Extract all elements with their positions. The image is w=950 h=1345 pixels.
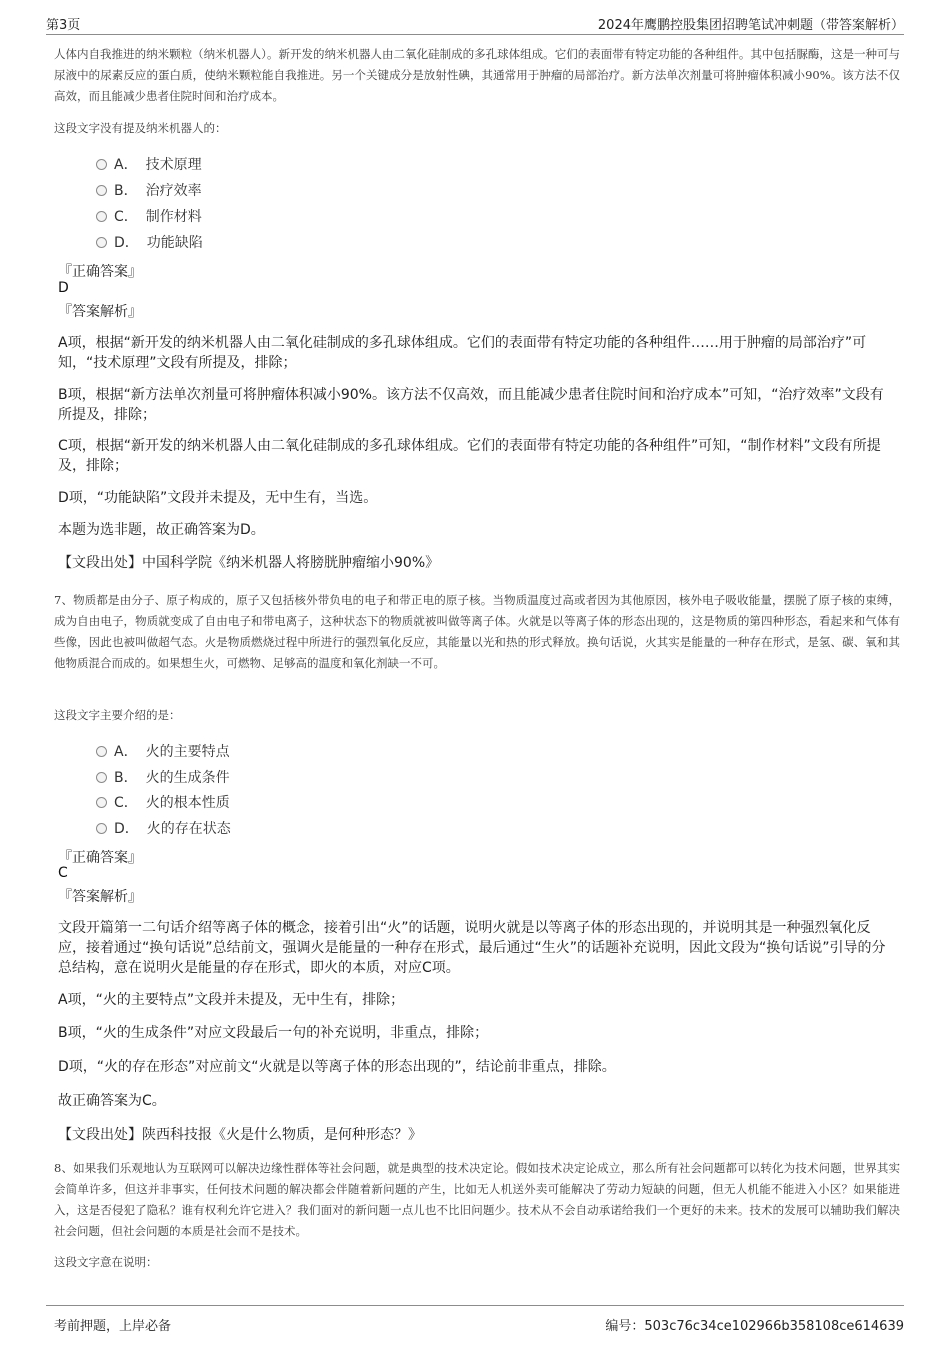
q6-passage: 人体内自我推进的纳米颗粒（纳米机器人）。新开发的纳米机器人由二氧化硅制成的多孔球体组成。它们的表面带有特定功能的各种组件。其中包括脲酶，这是一种可与尿液中的尿素反应的蛋白质，使纳米颗粒能自我推进。另一个关键成分是放射性碘，其通常用于肿瘤的局部治疗。新方法单次剂量可将肿瘤体积减小90%。该方法不仅高效，而且能减少患者住院时间和治疗成本。	[54, 47, 900, 103]
q6-analysis-b: B项，根据“新方法单次剂量可将肿瘤体积减小90%。该方法不仅高效，而且能减少患者住院时间和治疗成本”可知，“治疗效率”文段有所提及，排除；	[58, 387, 884, 423]
q6-option-a[interactable]: A． 技术原理	[96, 154, 202, 174]
q7-analysis-a: A项，“火的主要特点”文段并未提及，无中生有，排除；	[58, 992, 405, 1008]
q7-option-b[interactable]: B． 火的生成条件	[96, 767, 230, 787]
q7-analysis-main: 文段开篇第一二句话介绍等离子体的概念，接着引出“火”的话题，说明火就是以等离子体的形态出现的，并说明其是一种强烈氧化反应，接着通过“换句话说”总结前文，强调火是能量的一种存在形式，最后通过“生火”的话题补充说明，因此文段为“换句话说”引导的分总结构，意在说明火是能量的存在形式，即火的本质，对应C项。	[58, 920, 886, 976]
q6-analysis-a: A项，根据“新开发的纳米机器人由二氧化硅制成的多孔球体组成。它们的表面带有特定功能的各种组件……用于肿瘤的局部治疗”可知，“技术原理”文段有所提及，排除；	[58, 335, 867, 371]
page-number: 第3页	[46, 18, 81, 33]
q6-conclusion: 本题为选非题，故正确答案为D。	[58, 522, 265, 538]
q6-answer-label: 『正确答案』	[58, 264, 142, 280]
q7-conclusion: 故正确答案为C。	[58, 1093, 166, 1109]
q8-passage: 8、如果我们乐观地认为互联网可以解决边缘性群体等社会问题，就是典型的技术决定论。假如技术决定论成立，那么所有社会问题都可以转化为技术问题，世界其实会简单许多，但这并非事实，任何技术问题的解决都会伴随着新问题的产生，比如无人机送外卖可能解决了劳动力短缺的问题，但无人机能不能进入小区？如果能进入，这是否侵犯了隐私？谁有权利允许它进入？我们面对的新问题一点儿也不比旧问题少。技术从不会自动承诺给我们一个更好的未来。技术的发展可以辅助我们解决社会问题，但社会问题的本质是社会而不是技术。	[54, 1161, 900, 1238]
radio-icon[interactable]	[96, 746, 107, 757]
q6-answer: D	[58, 280, 69, 296]
page-header	[46, 12, 904, 35]
q6-source: 【文段出处】中国科学院《纳米机器人将膀胱肿瘤缩小90%》	[58, 555, 440, 571]
q7-answer: C	[58, 865, 68, 881]
footer-slogan: 考前押题，上岸必备	[54, 1319, 172, 1334]
radio-icon[interactable]	[96, 211, 107, 222]
radio-icon[interactable]	[96, 237, 107, 248]
document-title: 2024年鹰鹏控股集团招聘笔试冲刺题（带答案解析）	[597, 18, 904, 33]
page-footer	[46, 1305, 904, 1334]
radio-icon[interactable]	[96, 772, 107, 783]
q7-question: 这段文字主要介绍的是：	[54, 708, 181, 722]
q6-question: 这段文字没有提及纳米机器人的：	[54, 121, 227, 135]
q6-analysis-label: 『答案解析』	[58, 304, 142, 320]
q6-analysis-d: D项，“功能缺陷”文段并未提及，无中生有，当选。	[58, 490, 378, 506]
q7-answer-label: 『正确答案』	[58, 850, 142, 866]
q7-analysis-b: B项，“火的生成条件”对应文段最后一句的补充说明，非重点，排除；	[58, 1025, 489, 1041]
q7-option-d[interactable]: D． 火的存在状态	[96, 818, 231, 838]
q6-option-c[interactable]: C． 制作材料	[96, 206, 202, 226]
q7-analysis-d: D项，“火的存在形态”对应前文“火就是以等离子体的形态出现的”，结论前非重点，排除。	[58, 1059, 616, 1075]
radio-icon[interactable]	[96, 159, 107, 170]
q6-option-b[interactable]: B． 治疗效率	[96, 180, 202, 200]
radio-icon[interactable]	[96, 823, 107, 834]
radio-icon[interactable]	[96, 185, 107, 196]
document-code: 编号：503c76c34ce102966b358108ce614639	[605, 1319, 904, 1334]
q8-question: 这段文字意在说明：	[54, 1255, 158, 1269]
q6-option-d[interactable]: D． 功能缺陷	[96, 232, 203, 252]
q7-source: 【文段出处】陕西科技报《火是什么物质，是何种形态？》	[58, 1127, 422, 1143]
q7-analysis-label: 『答案解析』	[58, 889, 142, 905]
radio-icon[interactable]	[96, 797, 107, 808]
q7-option-a[interactable]: A． 火的主要特点	[96, 741, 230, 761]
q6-analysis-c: C项，根据“新开发的纳米机器人由二氧化硅制成的多孔球体组成。它们的表面带有特定功能的各种组件”可知，“制作材料”文段有所提及，排除；	[58, 438, 881, 474]
q7-option-c[interactable]: C． 火的根本性质	[96, 792, 230, 812]
q7-passage: 7、物质都是由分子、原子构成的，原子又包括核外带负电的电子和带正电的原子核。当物质温度过高或者因为其他原因，核外电子吸收能量，摆脱了原子核的束缚，成为自由电子，物质就变成了自由电子和带电离子，这种状态下的物质就被叫做等离子体。火就是以等离子体的形态出现的，这是物质的第四种形态，看起来和气体有些像，因此也被叫做超气态。火是物质燃烧过程中所进行的强烈氧化反应，其能量以光和热的形式释放。换句话说，火其实是能量的一种存在形式，是氢、碳、氧和其他物质混合而成的。如果想生火，可燃物、足够高的温度和氧化剂缺一不可。	[54, 593, 900, 670]
